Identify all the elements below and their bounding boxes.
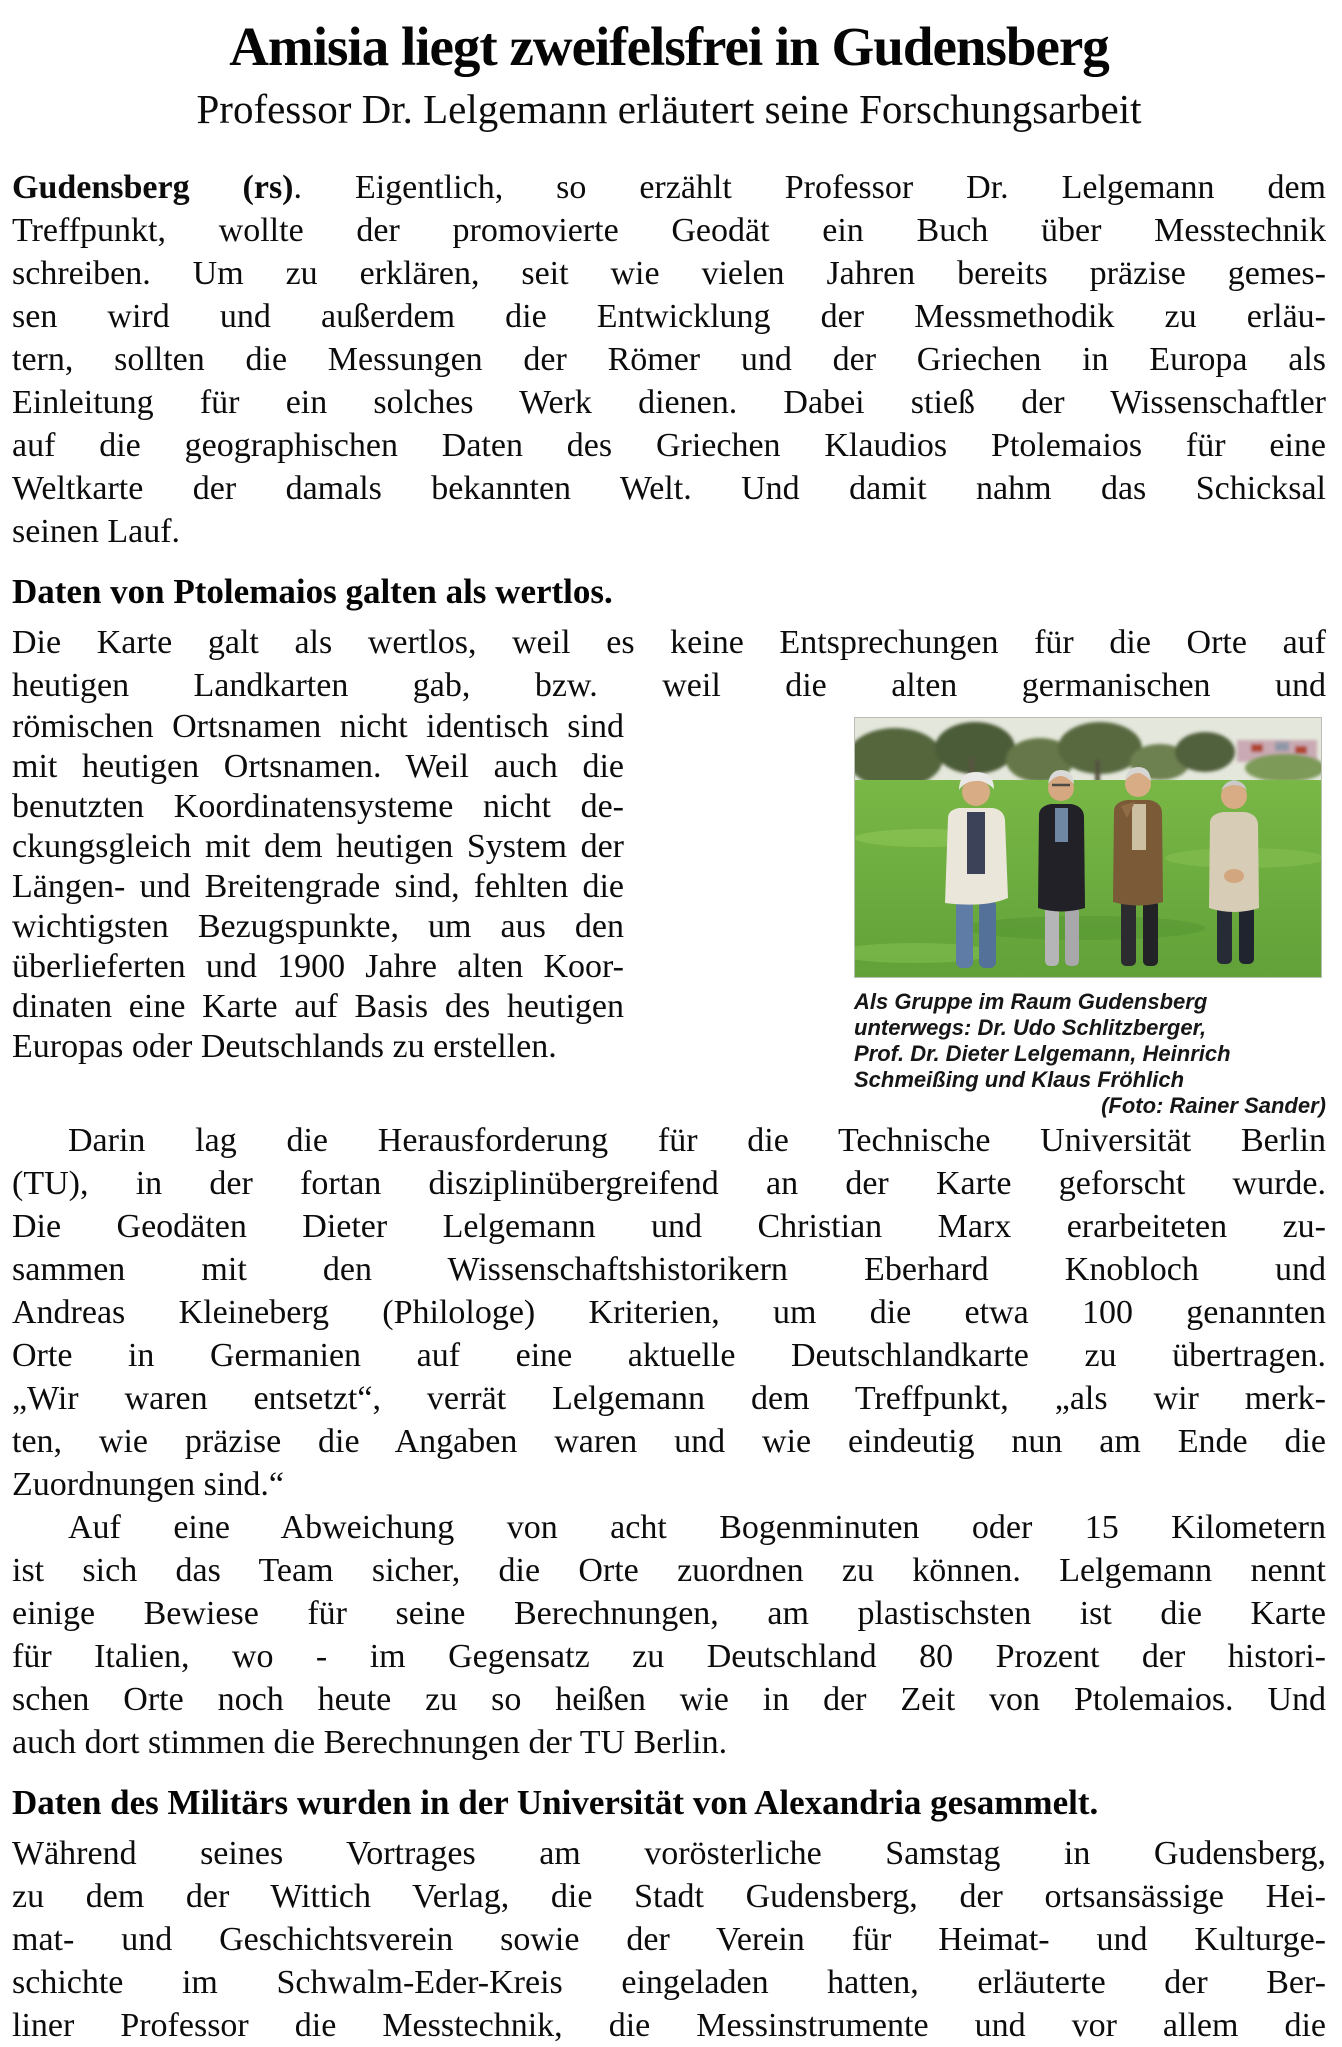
- text-line: Während seines Vortrages am vorösterliche Samstag in Gudensberg,: [12, 1835, 1326, 1872]
- section-heading-alexandria: Daten des Militärs wurden in der Universität von Alexandria gesammelt.: [12, 1783, 1099, 1822]
- text-line: seinen Lauf.: [12, 513, 181, 550]
- text-line: mat- und Geschichtsverein sowie der Verein für Heimat- und Kulturge-: [12, 1921, 1326, 1958]
- caption-credit: (Foto: Rainer Sander): [1101, 1093, 1326, 1118]
- text-line: ist sich das Team sicher, die Orte zuordnen zu können. Lelgemann nennt: [12, 1552, 1326, 1589]
- intro-first-line: [12, 166, 1326, 209]
- tu-paragraph-first-line: Darin lag die Herausforderung für die Technische Universität Berlin: [68, 1122, 1326, 1159]
- text-line: wichtigsten Bezugspunkte, um aus den: [12, 908, 624, 945]
- group-photo: [854, 717, 1322, 978]
- text-photo-row: [12, 707, 1326, 1119]
- text-line: überlieferten und 1900 Jahre alten Koor-: [12, 948, 624, 985]
- text-line: Die Karte galt als wertlos, weil es keine Entsprechungen für die Orte auf: [12, 624, 1326, 661]
- text-line: „Wir waren entsetzt“, verrät Lelgemann dem Treffpunkt, „als wir merk-: [12, 1380, 1326, 1417]
- text-line: dinaten eine Karte auf Basis des heutigen: [12, 988, 624, 1025]
- text-line: Andreas Kleineberg (Philologe) Kriterien, um die etwa 100 genannten: [12, 1294, 1326, 1331]
- photo-figure: [854, 707, 1326, 1119]
- text-line: mit heutigen Ortsnamen. Weil auch die: [12, 748, 624, 785]
- text-line: Europas oder Deutschlands zu erstellen.: [12, 1028, 557, 1065]
- vortrag-paragraph: [12, 1832, 1326, 2047]
- caption-line-1: Als Gruppe im Raum Gudensberg unterwegs: Dr. Udo Schlitzberger,: [854, 989, 1208, 1040]
- abweichung-paragraph-lines: [12, 1549, 1326, 1764]
- intro-lines: [12, 209, 1326, 553]
- wertlos-paragraph: [12, 621, 1326, 1119]
- wertlos-full-width-lines: [12, 621, 1326, 707]
- text-line: Orte in Germanien auf eine aktuelle Deutschlandkarte zu übertragen.: [12, 1337, 1326, 1374]
- text-line: Zuordnungen sind.“: [12, 1466, 284, 1503]
- wertlos-narrow-lines: [12, 707, 624, 1067]
- text-line: schichte im Schwalm-Eder-Kreis eingeladen hatten, erläuterte der Ber-: [12, 1964, 1326, 2001]
- text-line: Treffpunkt, wollte der promovierte Geodät ein Buch über Messtechnik: [12, 212, 1326, 249]
- text-line: Die Geodäten Dieter Lelgemann und Christian Marx erarbeiteten zu-: [12, 1208, 1326, 1245]
- text-line: Längen- und Breitengrade sind, fehlten die: [12, 868, 624, 905]
- text-line: auf die geographischen Daten des Griechen Klaudios Ptolemaios für eine: [12, 427, 1326, 464]
- intro-first-line-text: . Eigentlich, so erzählt Professor Dr. Lelgemann dem: [293, 169, 1327, 206]
- text-line: schreiben. Um zu erklären, seit wie vielen Jahren bereits präzise gemes-: [12, 255, 1326, 292]
- text-line: ten, wie präzise die Angaben waren und wie eindeutig nun am Ende die: [12, 1423, 1326, 1460]
- text-line: Einleitung für ein solches Werk dienen. Dabei stieß der Wissenschaftler: [12, 384, 1326, 421]
- article-subtitle: Professor Dr. Lelgemann erläutert seine Forschungsarbeit: [196, 86, 1142, 132]
- tu-paragraph-lines: [12, 1162, 1326, 1506]
- text-line: benutzten Koordinatensysteme nicht de-: [12, 788, 624, 825]
- dateline: Gudensberg (rs): [12, 169, 294, 206]
- abweichung-paragraph-first-line: Auf eine Abweichung von acht Bogenminuten oder 15 Kilometern: [68, 1509, 1326, 1546]
- text-line: römischen Ortsnamen nicht identisch sind: [12, 708, 624, 745]
- article-title: Amisia liegt zweifelsfrei in Gudensberg: [229, 16, 1109, 77]
- intro-paragraph: [12, 166, 1326, 553]
- text-line: einige Bewiese für seine Berechnungen, am plastischsten ist die Karte: [12, 1595, 1326, 1632]
- tu-berlin-paragraphs: [12, 1119, 1326, 1764]
- text-line: (TU), in der fortan disziplinübergreifend an der Karte geforscht wurde.: [12, 1165, 1326, 1202]
- caption-line-2: Prof. Dr. Dieter Lelgemann, Heinrich Schmeißing und Klaus Fröhlich: [854, 1041, 1231, 1092]
- text-line: auch dort stimmen die Berechnungen der TU Berlin.: [12, 1724, 728, 1761]
- text-line: heutigen Landkarten gab, bzw. weil die alten germanischen und: [12, 667, 1326, 704]
- text-line: sammen mit den Wissenschaftshistorikern Eberhard Knobloch und: [12, 1251, 1326, 1288]
- vortrag-paragraph-lines: [12, 1832, 1326, 2047]
- text-line: für Italien, wo - im Gegensatz zu Deutschland 80 Prozent der histori-: [12, 1638, 1326, 1675]
- section-heading-wertlos: Daten von Ptolemaios galten als wertlos.: [12, 572, 613, 611]
- group-photo-illustration: [855, 718, 1321, 977]
- text-line: Weltkarte der damals bekannten Welt. Und damit nahm das Schicksal: [12, 470, 1326, 507]
- photo-caption: [854, 989, 1326, 1119]
- text-line: ckungsgleich mit dem heutigen System der: [12, 828, 624, 865]
- text-line: liner Professor die Messtechnik, die Messinstrumente und vor allem die: [12, 2007, 1326, 2044]
- text-line: tern, sollten die Messungen der Römer und der Griechen in Europa als: [12, 341, 1326, 378]
- text-line: zu dem der Wittich Verlag, die Stadt Gudensberg, der ortsansässige Hei-: [12, 1878, 1326, 1915]
- text-line: schen Orte noch heute zu so heißen wie in der Zeit von Ptolemaios. Und: [12, 1681, 1326, 1718]
- text-line: sen wird und außerdem die Entwicklung der Messmethodik zu erläu-: [12, 298, 1326, 335]
